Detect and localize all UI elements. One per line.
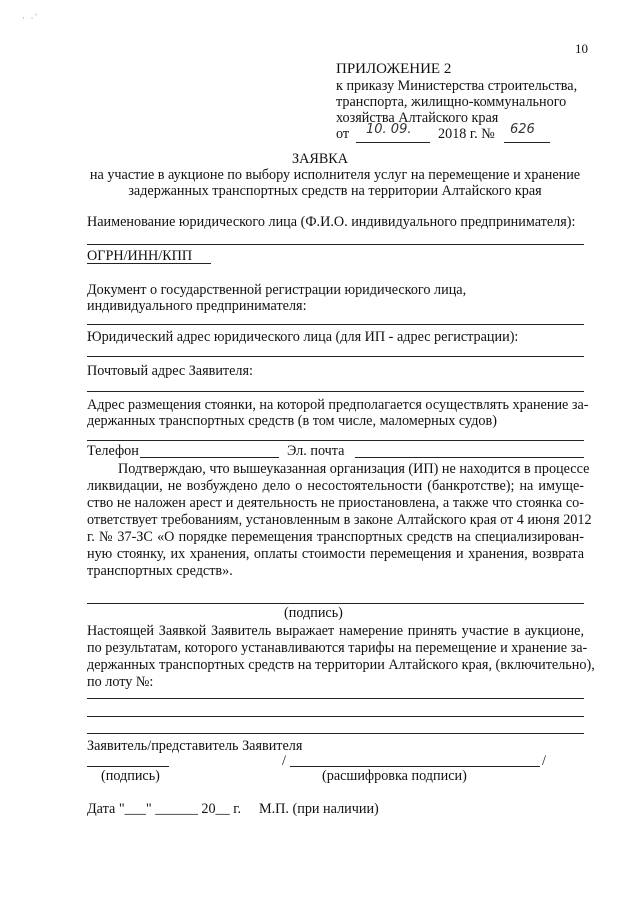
document-subtitle-2: задержанных транспортных средств на территории Алтайского края <box>128 183 542 199</box>
postal-address-field-line[interactable] <box>87 391 584 392</box>
postal-address-label: Почтовый адрес Заявителя: <box>87 363 253 379</box>
registration-doc-field-line[interactable] <box>87 324 584 325</box>
appendix-date-prefix: от <box>336 126 350 142</box>
email-field-line[interactable] <box>355 457 584 458</box>
confirmation-line-5: г. № 37-ЗС «О порядке перемещения транспортных средств на специализирован- <box>87 529 584 545</box>
lot-field-line-1[interactable] <box>87 698 584 699</box>
date-field[interactable]: Дата "___" ______ 20__ г. <box>87 801 242 817</box>
ogrn-underline <box>87 263 211 264</box>
appendix-line-1: к приказу Министерства строительства, <box>336 78 578 94</box>
lot-field-line-2[interactable] <box>87 716 584 717</box>
confirmation-line-7: транспортных средств». <box>87 563 233 579</box>
intent-line-3: держанных транспортных средств на территории Алтайского края, (включительно), <box>87 657 595 673</box>
document-title: ЗАЯВКА <box>292 151 348 167</box>
confirmation-line-1: Подтверждаю, что вышеуказанная организация (ИП) не находится в процессе <box>118 461 590 477</box>
appendix-date-underline <box>356 142 430 143</box>
document-subtitle-1: на участие в аукционе по выбору исполнителя услуг на перемещение и хранение <box>89 167 581 183</box>
confirmation-line-4: ответствует требованиям, установленным в законе Алтайского края от 4 июня 2012 <box>87 512 592 528</box>
applicant-label: Заявитель/представитель Заявителя <box>87 738 303 754</box>
intent-line-2: по результатам, которого устанавливаются тарифы на перемещение и хранение за- <box>87 640 588 656</box>
email-label: Эл. почта <box>287 443 345 459</box>
confirmation-line-6: ную стоянку, их хранения, оплаты стоимости перемещения и хранения, возврата <box>87 546 584 562</box>
appendix-year: 2018 г. № <box>438 126 495 142</box>
ogrn-label: ОГРН/ИНН/КПП <box>87 248 193 264</box>
lot-field-line-3[interactable] <box>87 733 584 734</box>
appendix-number-underline <box>504 142 550 143</box>
parking-address-field-line[interactable] <box>87 440 584 441</box>
confirmation-line-3: ство не наложен арест и деятельность не приостановлена, а также что стоянка со- <box>87 495 584 511</box>
name-label: Наименование юридического лица (Ф.И.О. индивидуального предпринимателя): <box>87 214 576 230</box>
appendix-date-handwritten: 10. 09. <box>366 122 412 137</box>
decryption-caption: (расшифровка подписи) <box>322 768 467 784</box>
page-number: 10 <box>575 41 588 56</box>
signature-caption-1: (подпись) <box>284 605 343 621</box>
appendix-title: ПРИЛОЖЕНИЕ 2 <box>336 61 452 77</box>
parking-address-label-1: Адрес размещения стоянки, на которой предполагается осуществлять хранение за- <box>87 397 589 413</box>
confirmation-line-2: ликвидации, не возбуждено дело о несостоятельности (банкротстве); на имуще- <box>87 478 584 494</box>
stamp-label: М.П. (при наличии) <box>259 801 379 817</box>
phone-field-line[interactable] <box>140 457 279 458</box>
parking-address-label-2: держанных транспортных средств (в том числе, маломерных судов) <box>87 413 497 429</box>
intent-line-1: Настоящей Заявкой Заявитель выражает намерение принять участие в аукционе, <box>87 623 584 639</box>
legal-address-field-line[interactable] <box>87 356 584 357</box>
scan-mark: · ·ˊ <box>22 14 38 24</box>
registration-doc-label-1: Документ о государственной регистрации юридического лица, <box>87 282 467 298</box>
appendix-line-3: хозяйства Алтайского края <box>336 110 499 126</box>
phone-label: Телефон <box>87 443 139 459</box>
registration-doc-label-2: индивидуального предпринимателя: <box>87 298 307 314</box>
appendix-number-handwritten: 626 <box>510 122 535 137</box>
name-field-line[interactable] <box>87 244 584 245</box>
appendix-line-2: транспорта, жилищно-коммунального <box>336 94 567 110</box>
slash-left: / <box>282 753 286 769</box>
intent-line-4: по лоту №: <box>87 674 154 690</box>
slash-right: / <box>542 753 546 769</box>
signature-caption-2: (подпись) <box>101 768 160 784</box>
legal-address-label: Юридический адрес юридического лица (для ИП - адрес регистрации): <box>87 329 519 345</box>
